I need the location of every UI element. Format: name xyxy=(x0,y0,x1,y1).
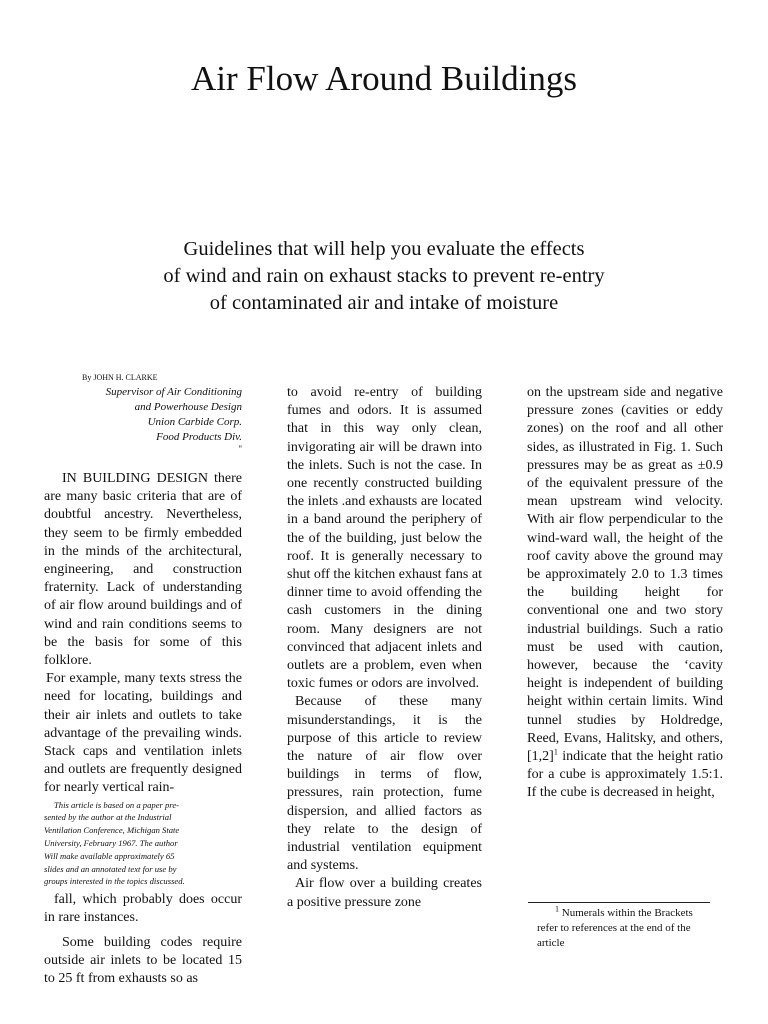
paragraph-text: indicate that the height ratio for a cube is approximately 1.5:1. If the cube is decreased in height, xyxy=(527,749,723,801)
paragraph: Because of these many misunderstandings, it is the purpose of this article to review the nature of air flow over buildings in terms of flow, pressures, rain protection, fume dispersion, and allied factors as they relate to the design of industrial ventilation equipment and systems. xyxy=(287,694,482,874)
paragraph: For example, many texts stress the need for locating, buildings and their air inlets and outlets to take advantage of the prevailing winds. Stack caps and ventilation inlets and outlets are frequently designed for nearly vertical rain- xyxy=(44,671,242,796)
footnote-mark: 1 xyxy=(555,904,559,914)
footnote-line: article xyxy=(537,937,565,949)
paragraph: IN BUILDING DESIGN there are many basic criteria that are of doubtful ancestry. Nevertheless, they seem to be firmly embedded in the minds of the architectural, engineering, and construction fraternity. Lack of understanding of air flow around buildings and of wind and rain conditions seems to be the basis for some of this folklore. xyxy=(44,471,242,669)
paragraph: Some building codes require outside air inlets to be located 15 to 25 ft from exhausts so as xyxy=(44,934,242,987)
paragraph: fall, which probably does occur in rare instances. xyxy=(44,892,242,926)
affiliation-line: and Powerhouse Design xyxy=(134,401,242,413)
footnote xyxy=(537,906,723,951)
note-line: This article is based on a paper pre- xyxy=(54,799,179,810)
note-line: sented by the author at the Industrial xyxy=(44,812,172,823)
paragraph: Air flow over a building creates a positive pressure zone xyxy=(287,876,482,910)
note-line: Ventilation Conference, Michigan State xyxy=(44,825,180,836)
article-note xyxy=(44,799,242,889)
affiliation-line: Supervisor of Air Conditioning xyxy=(105,386,242,398)
subtitle-line: Guidelines that will help you evaluate the effects xyxy=(183,238,585,260)
footnote-divider xyxy=(528,902,710,903)
paragraph xyxy=(527,384,723,803)
byline-mark: " xyxy=(238,444,242,454)
author-byline: By JOHN H. CLARKE xyxy=(82,373,158,382)
paragraph-text: on the upstream side and negative pressure zones (cavities or eddy zones) on the roof and all other sides, as illustrated in Fig. 1. Such pressures may be as great as ±0.9 of the equivalent pressure of the mean upstream wind velocity. With air flow perpendicular to the wind-ward wall, the height of the roof cavity above the ground may be approximately 2.0 to 1.3 times the building height for conventional one and two story industrial buildings. Such a ratio must be used with caution, however, because the ‘cavity height is independent of building height within certain limits. Wind tunnel studies by Holdredge, Reed, Evans, Halitsky, and others,[1,2] xyxy=(527,385,723,765)
author-affiliation xyxy=(44,385,242,445)
article-title: Air Flow Around Buildings xyxy=(190,59,577,98)
column-3 xyxy=(527,384,723,803)
footnote-line: refer to references at the end of the xyxy=(537,922,691,934)
article-subtitle xyxy=(120,236,648,317)
affiliation-line: Union Carbide Corp. xyxy=(147,416,242,428)
paragraph: to avoid re-entry of building fumes and odors. It is assumed that in this way only clean, invigorating air will be drawn into the inlets. Such is not the case. In one recently constructed building the inlets .and exhausts are located in a band around the periphery of the of the building, just below the roof. It is generally necessary to shut off the kitchen exhaust fans at dinner time to avoid offending the cash customers in the dining room. Many designers are not convinced that adjacent inlets and outlets are a problem, even when toxic fumes or odors are involved. xyxy=(287,385,482,692)
footnote-ref: 1 xyxy=(553,747,558,757)
note-line: groups interested in the topics discussed. xyxy=(44,876,185,887)
note-line: University, February 1967. The author xyxy=(44,838,178,849)
note-line: slides and an annotated text for use by xyxy=(44,863,177,874)
column-2 xyxy=(287,384,482,912)
affiliation-line: Food Products Div. xyxy=(156,431,242,443)
subtitle-line: of wind and rain on exhaust stacks to prevent re-entry xyxy=(163,265,605,287)
note-line: Will make available approximately 65 xyxy=(44,850,175,861)
subtitle-line: of contaminated air and intake of moisture xyxy=(209,292,559,314)
footnote-line xyxy=(537,906,723,921)
footnote-text: Numerals within the Brackets xyxy=(561,907,693,919)
column-1 xyxy=(44,372,242,988)
